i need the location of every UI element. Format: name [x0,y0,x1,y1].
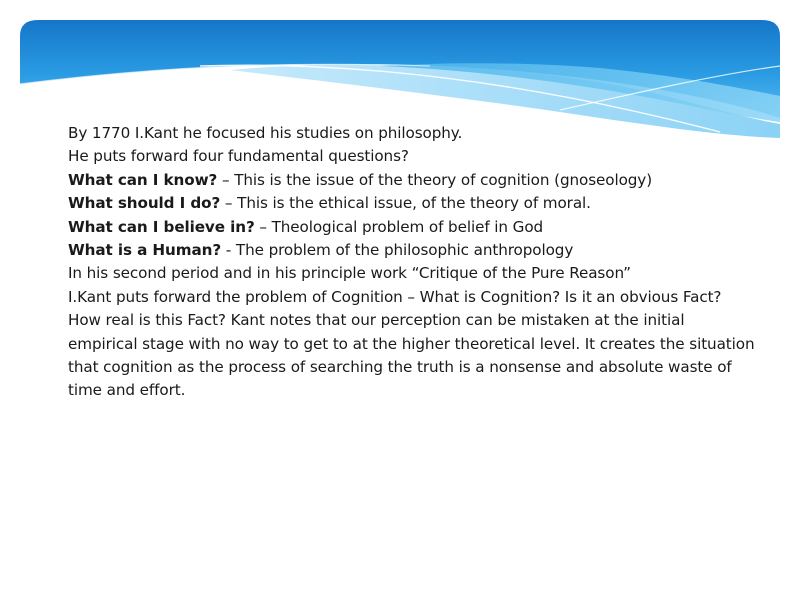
question-know [68,169,758,192]
question-label: What should I do? [68,194,221,213]
question-believe [68,216,758,239]
period-line: In his second period and in his principle work “Critique of the Pure Reason” [68,264,631,283]
question-answer: – This is the ethical issue, of the theory of moral. [220,194,591,213]
question-answer: – Theological problem of belief in God [254,217,544,236]
cognition-paragraph: I.Kant puts forward the problem of Cognition – What is Cognition? Is it an obvious Fact? How real is this Fact? Kant notes that our perception can be mistaken at the initial empirical stage with no way to get to at the higher theoretical level. It creates the situation that cognition as the process of searching the truth is a nonsense and absolute waste of time and effort. [68,287,755,400]
question-label: What can I believe in? [68,217,255,236]
question-label: What is a Human? [68,241,222,260]
question-human [68,239,758,262]
intro-line-1: By 1770 I.Kant he focused his studies on philosophy. [68,124,463,142]
question-do [68,192,758,215]
question-answer: – This is the issue of the theory of cognition (gnoseology) [217,170,653,189]
question-label: What can I know? [68,170,218,189]
intro-line-2: He puts forward four fundamental questions? [68,147,409,166]
slide-body-text [68,122,758,403]
question-answer: - The problem of the philosophic anthropology [221,241,574,260]
